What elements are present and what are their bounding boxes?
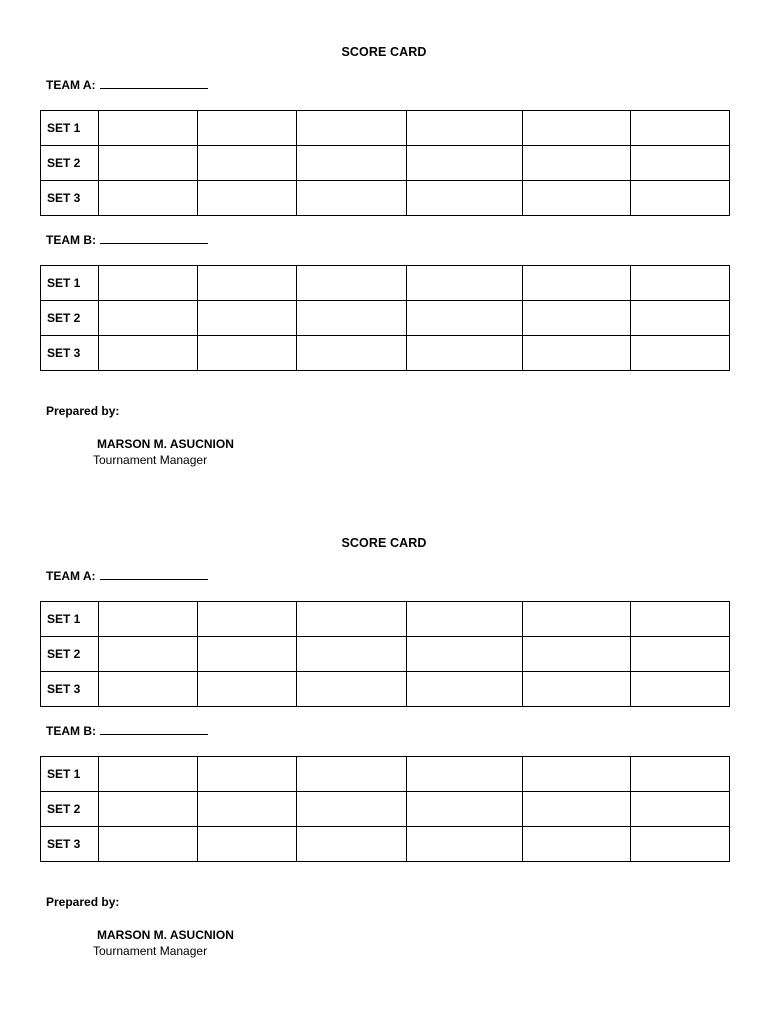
score-cell[interactable] xyxy=(198,602,297,637)
set-label: SET 2 xyxy=(41,792,99,827)
team-b-name-blank[interactable] xyxy=(100,234,208,244)
set-label: SET 3 xyxy=(41,181,99,216)
score-cell[interactable] xyxy=(198,301,297,336)
score-cell[interactable] xyxy=(198,146,297,181)
score-cell[interactable] xyxy=(523,757,631,792)
score-card-1 xyxy=(0,0,768,467)
score-cell[interactable] xyxy=(407,792,523,827)
team-a-label-text: TEAM A: xyxy=(46,78,96,92)
score-cell[interactable] xyxy=(297,181,407,216)
score-cell[interactable] xyxy=(198,336,297,371)
score-cell[interactable] xyxy=(99,757,198,792)
score-cell[interactable] xyxy=(407,637,523,672)
table-row xyxy=(41,301,730,336)
score-cell[interactable] xyxy=(297,672,407,707)
score-cell[interactable] xyxy=(523,672,631,707)
score-cell[interactable] xyxy=(297,637,407,672)
score-cell[interactable] xyxy=(631,827,730,862)
set-label: SET 2 xyxy=(41,146,99,181)
set-label: SET 3 xyxy=(41,336,99,371)
score-cell[interactable] xyxy=(198,637,297,672)
score-cell[interactable] xyxy=(631,181,730,216)
score-cell[interactable] xyxy=(631,757,730,792)
score-cell[interactable] xyxy=(631,602,730,637)
score-cell[interactable] xyxy=(99,301,198,336)
score-cell[interactable] xyxy=(99,111,198,146)
set-label: SET 2 xyxy=(41,637,99,672)
score-cell[interactable] xyxy=(523,336,631,371)
score-cell[interactable] xyxy=(99,146,198,181)
score-cell[interactable] xyxy=(198,827,297,862)
score-cell[interactable] xyxy=(523,637,631,672)
set-label: SET 1 xyxy=(41,757,99,792)
signatory-role: Tournament Manager xyxy=(93,453,208,467)
score-cell[interactable] xyxy=(523,111,631,146)
score-cell[interactable] xyxy=(407,301,523,336)
score-cell[interactable] xyxy=(198,181,297,216)
table-row xyxy=(41,336,730,371)
team-a-name-blank[interactable] xyxy=(100,79,208,89)
score-cell[interactable] xyxy=(99,637,198,672)
score-cell[interactable] xyxy=(407,602,523,637)
signatory-name: MARSON M. ASUCNION xyxy=(97,437,234,451)
score-cell[interactable] xyxy=(631,637,730,672)
table-row xyxy=(41,637,730,672)
score-cell[interactable] xyxy=(523,266,631,301)
table-row xyxy=(41,672,730,707)
score-cell[interactable] xyxy=(99,827,198,862)
table-row xyxy=(41,266,730,301)
score-cell[interactable] xyxy=(523,301,631,336)
score-cell[interactable] xyxy=(297,301,407,336)
score-cell[interactable] xyxy=(198,672,297,707)
card-title: SCORE CARD xyxy=(341,45,427,59)
score-cell[interactable] xyxy=(99,602,198,637)
set-label: SET 3 xyxy=(41,672,99,707)
set-label: SET 1 xyxy=(41,602,99,637)
score-cell[interactable] xyxy=(631,111,730,146)
score-cell[interactable] xyxy=(99,181,198,216)
score-cell[interactable] xyxy=(198,792,297,827)
score-cell[interactable] xyxy=(297,111,407,146)
team-a-score-table xyxy=(40,601,730,707)
table-row xyxy=(41,792,730,827)
table-row xyxy=(41,602,730,637)
score-cell[interactable] xyxy=(297,792,407,827)
table-row xyxy=(41,181,730,216)
score-card-2 xyxy=(0,491,768,958)
prepared-by-label: Prepared by: xyxy=(46,404,120,418)
score-cell[interactable] xyxy=(631,336,730,371)
table-row xyxy=(41,111,730,146)
prepared-by-label: Prepared by: xyxy=(46,895,120,909)
score-cell[interactable] xyxy=(631,146,730,181)
score-cell[interactable] xyxy=(407,827,523,862)
score-cell[interactable] xyxy=(631,266,730,301)
score-cell[interactable] xyxy=(297,602,407,637)
score-cell[interactable] xyxy=(523,827,631,862)
score-cell[interactable] xyxy=(407,757,523,792)
set-label: SET 2 xyxy=(41,301,99,336)
table-row xyxy=(41,757,730,792)
score-cell[interactable] xyxy=(297,146,407,181)
score-cell[interactable] xyxy=(407,111,523,146)
team-b-score-table xyxy=(40,265,730,371)
score-cell[interactable] xyxy=(198,757,297,792)
team-a-label-text: TEAM A: xyxy=(46,569,96,583)
score-cell[interactable] xyxy=(407,266,523,301)
score-cell[interactable] xyxy=(407,181,523,216)
score-cell[interactable] xyxy=(631,792,730,827)
score-cell[interactable] xyxy=(99,266,198,301)
table-row xyxy=(41,827,730,862)
score-cell[interactable] xyxy=(198,111,297,146)
team-b-label xyxy=(46,724,208,738)
team-b-label-text: TEAM B: xyxy=(46,233,96,247)
score-cell[interactable] xyxy=(99,672,198,707)
table-row xyxy=(41,146,730,181)
score-cell[interactable] xyxy=(407,336,523,371)
score-cell[interactable] xyxy=(99,336,198,371)
team-b-label-text: TEAM B: xyxy=(46,724,96,738)
score-cell[interactable] xyxy=(297,266,407,301)
signatory-role: Tournament Manager xyxy=(93,944,208,958)
score-cell[interactable] xyxy=(407,146,523,181)
team-b-label xyxy=(46,233,208,247)
score-cell[interactable] xyxy=(523,602,631,637)
score-cell[interactable] xyxy=(99,792,198,827)
score-cell[interactable] xyxy=(631,672,730,707)
team-b-name-blank[interactable] xyxy=(100,725,208,735)
score-cell[interactable] xyxy=(198,266,297,301)
team-a-name-blank[interactable] xyxy=(100,570,208,580)
score-cell[interactable] xyxy=(407,672,523,707)
set-label: SET 3 xyxy=(41,827,99,862)
score-cell[interactable] xyxy=(523,792,631,827)
team-a-label xyxy=(46,569,208,583)
score-cell[interactable] xyxy=(297,336,407,371)
score-cell[interactable] xyxy=(523,146,631,181)
score-cell[interactable] xyxy=(523,181,631,216)
signatory-name: MARSON M. ASUCNION xyxy=(97,928,234,942)
set-label: SET 1 xyxy=(41,266,99,301)
set-label: SET 1 xyxy=(41,111,99,146)
team-b-score-table xyxy=(40,756,730,862)
team-a-label xyxy=(46,78,208,92)
card-title: SCORE CARD xyxy=(341,536,427,550)
score-cell[interactable] xyxy=(297,827,407,862)
score-cell[interactable] xyxy=(631,301,730,336)
score-cell[interactable] xyxy=(297,757,407,792)
team-a-score-table xyxy=(40,110,730,216)
